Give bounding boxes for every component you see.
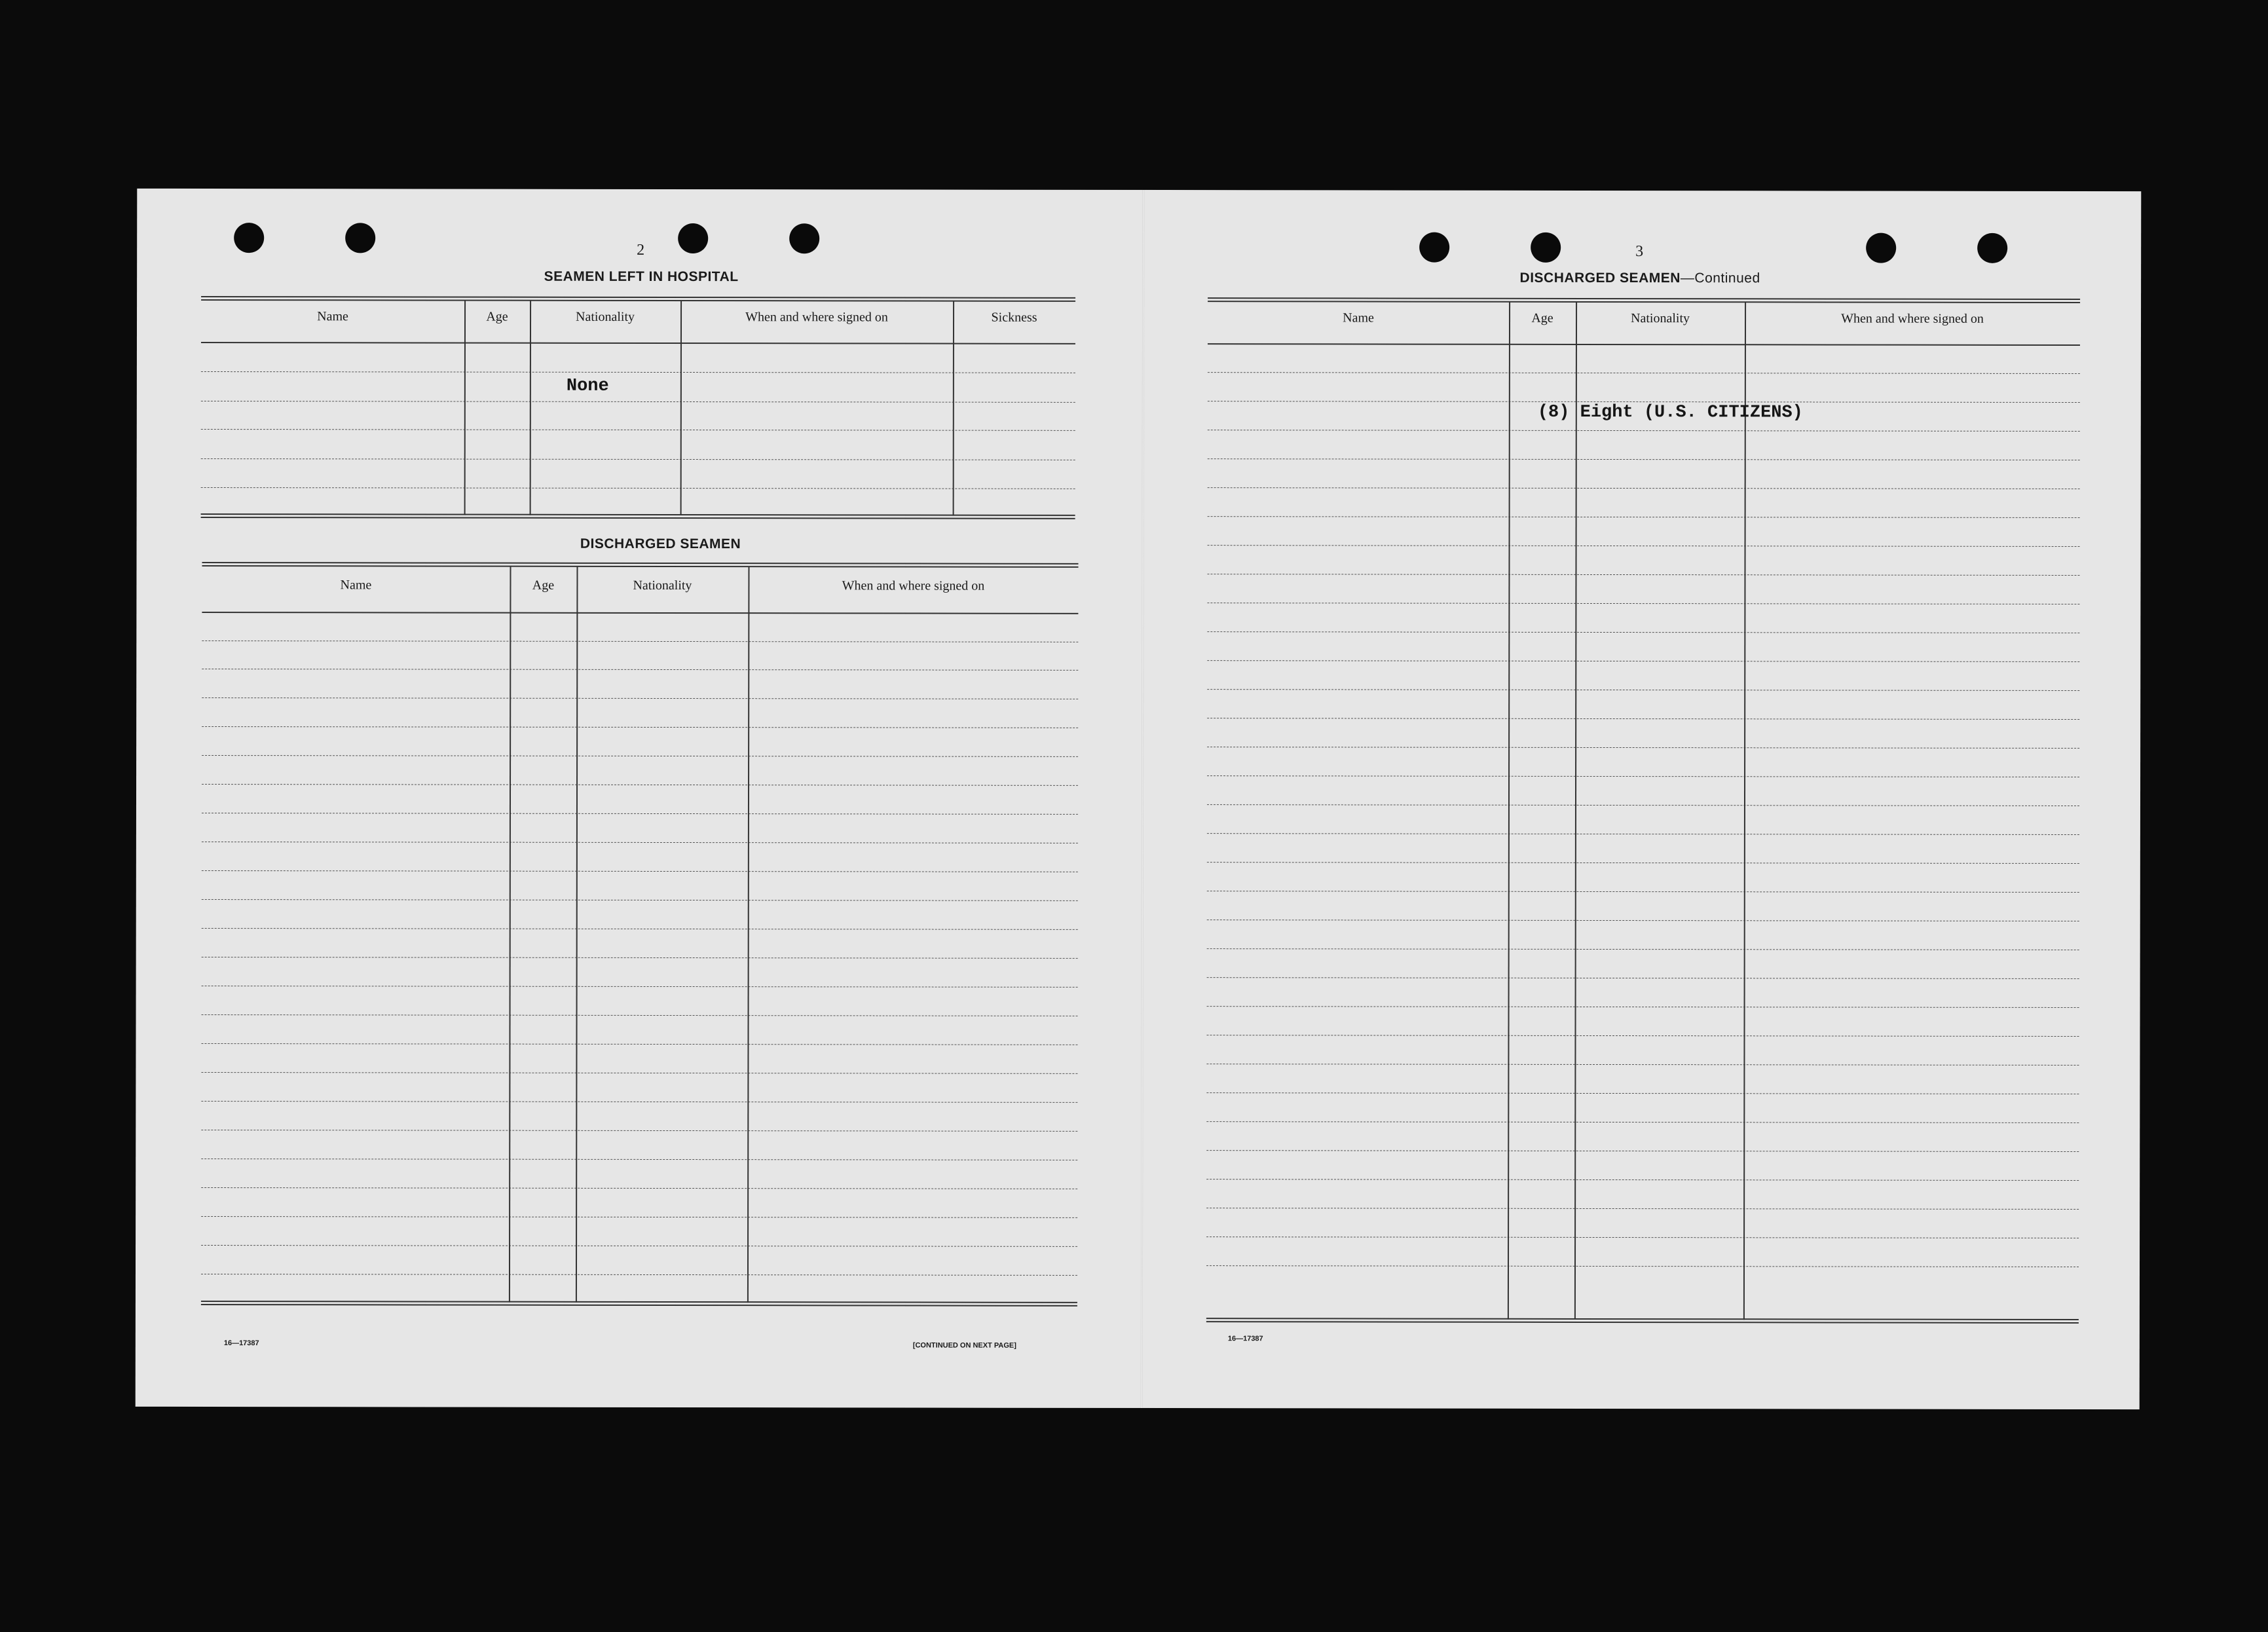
col-header-age: Age <box>486 309 508 324</box>
hospital-entry: None <box>566 376 609 396</box>
col-header-age: Age <box>532 578 555 593</box>
col-header-age: Age <box>1531 310 1553 325</box>
col-header-signed-on: When and where signed on <box>1841 311 1984 326</box>
page-number-left: 2 <box>637 241 645 259</box>
col-header-signed-on: When and where signed on <box>842 578 985 593</box>
form-sheet <box>136 189 2142 1409</box>
punch-hole-icon <box>678 223 708 253</box>
col-header-sickness: Sickness <box>991 310 1037 325</box>
punch-hole-icon <box>1866 233 1896 263</box>
discharged-continued-title <box>1437 270 1843 287</box>
punch-hole-icon <box>1531 232 1561 263</box>
punch-hole-icon <box>345 223 375 253</box>
col-header-name: Name <box>1343 310 1374 325</box>
col-header-nationality: Nationality <box>633 578 692 593</box>
page-number-right: 3 <box>1635 243 1644 261</box>
discharged-table-right <box>1206 297 2080 1331</box>
discharged-table-left <box>201 562 1079 1336</box>
col-header-name: Name <box>317 309 348 324</box>
punch-hole-icon <box>1977 233 2007 263</box>
discharged-entry: (8) Eight (U.S. CITIZENS) <box>1537 402 1803 423</box>
discharged-section-title: DISCHARGED SEAMEN <box>580 536 741 552</box>
col-header-nationality: Nationality <box>576 309 635 324</box>
col-header-signed-on: When and where signed on <box>745 310 888 325</box>
punch-hole-icon <box>234 223 264 253</box>
hospital-table <box>201 296 1075 520</box>
form-number-left: 16—17387 <box>223 1339 259 1348</box>
continued-suffix: —Continued <box>1680 270 1760 286</box>
form-number-right: 16—17387 <box>1227 1335 1263 1343</box>
punch-hole-icon <box>789 223 819 253</box>
center-fold <box>1141 190 1145 1408</box>
continued-note: [CONTINUED ON NEXT PAGE] <box>912 1341 1016 1350</box>
discharged-continued-title-text: DISCHARGED SEAMEN <box>1519 270 1681 286</box>
hospital-section-title: SEAMEN LEFT IN HOSPITAL <box>544 269 739 285</box>
col-header-nationality: Nationality <box>1631 311 1690 326</box>
col-header-name: Name <box>340 578 372 593</box>
punch-hole-icon <box>1419 232 1449 263</box>
